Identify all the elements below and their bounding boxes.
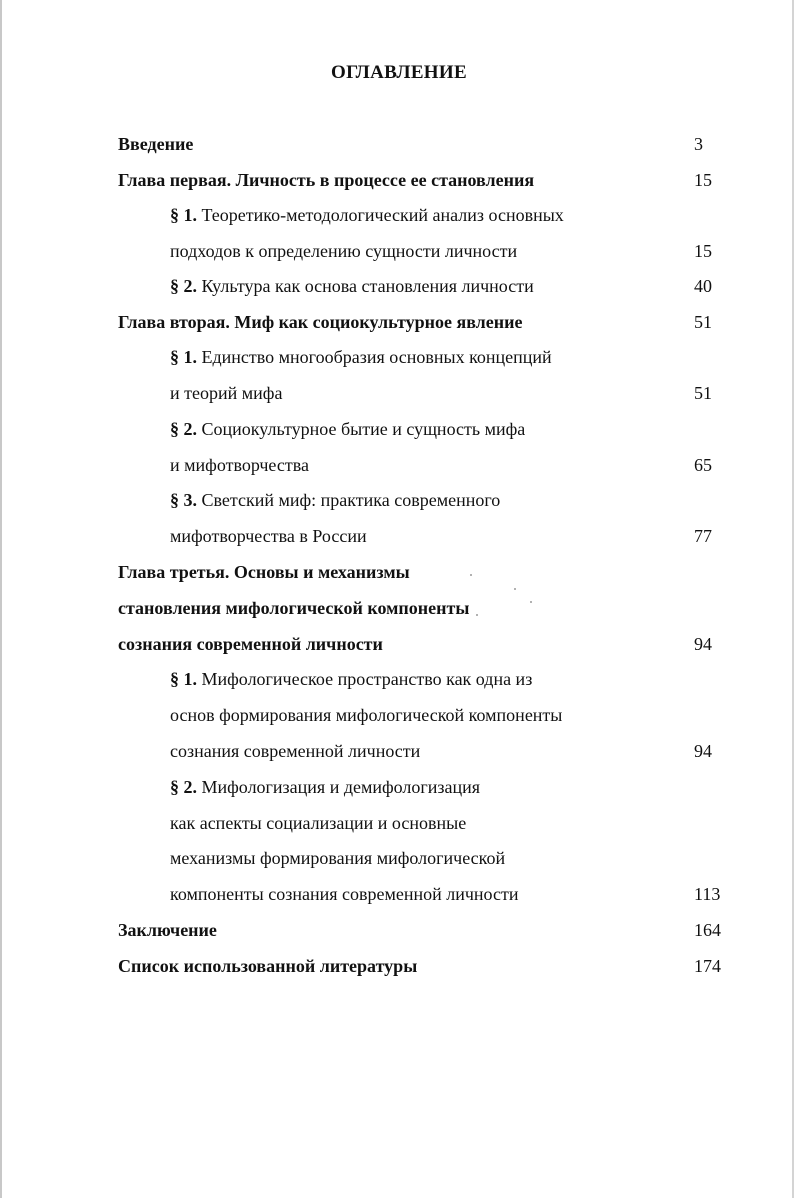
section-title-line: Единство многообразия основных концепций [201, 347, 552, 367]
section-number: § 1. [170, 205, 197, 225]
toc-entry-chapter-3-cont: сознания современной личности [118, 634, 383, 654]
section-number: § 2. [170, 777, 197, 797]
section-number: § 2. [170, 419, 197, 439]
toc-page-ch1-sec2: 40 [694, 276, 712, 296]
toc-entry-ch3-sec1[interactable] [170, 668, 532, 690]
toc-entry-ch3-sec2-cont: как аспекты социализации и основные [170, 813, 467, 833]
scan-speck [530, 601, 532, 603]
toc-entry-ch2-sec1[interactable] [170, 346, 552, 368]
toc-entry-chapter-1[interactable]: Глава первая. Личность в процессе ее становления [118, 170, 535, 190]
toc-entry-bibliography[interactable]: Список использованной литературы [118, 956, 418, 976]
toc-page-ch1-sec1: 15 [694, 241, 712, 261]
toc-entry-chapter-2[interactable]: Глава вторая. Миф как социокультурное явление [118, 312, 523, 332]
scan-speck [514, 588, 516, 590]
toc-entry-ch3-sec1-cont: сознания современной личности [170, 741, 421, 761]
section-number: § 2. [170, 276, 197, 296]
toc-entry-ch3-sec2-cont: механизмы формирования мифологической [170, 848, 506, 868]
toc-entry-ch2-sec3-cont: мифотворчества в России [170, 526, 367, 546]
section-title-line: Теоретико-методологический анализ основных [201, 205, 564, 225]
toc-entry-ch1-sec1-cont: подходов к определению сущности личности [170, 241, 518, 261]
toc-entry-intro[interactable]: Введение [118, 134, 194, 154]
toc-entry-ch2-sec3[interactable] [170, 489, 500, 511]
scan-speck [470, 574, 472, 576]
scan-speck [476, 614, 478, 616]
toc-page-intro: 3 [694, 134, 703, 154]
toc-entry-ch2-sec1-cont: и теорий мифа [170, 383, 283, 403]
section-number: § 1. [170, 669, 197, 689]
section-title-line: Мифологическое пространство как одна из [201, 669, 533, 689]
toc-page-ch2-sec3: 77 [694, 526, 712, 546]
section-title-line: Мифологизация и демифологизация [201, 777, 481, 797]
toc-page-chapter-3: 94 [694, 634, 712, 654]
toc-entry-ch3-sec2[interactable] [170, 776, 480, 798]
section-number: § 3. [170, 490, 197, 510]
section-title-line: Социокультурное бытие и сущность мифа [201, 419, 526, 439]
toc-entry-ch3-sec1-cont: основ формирования мифологической компоненты [170, 705, 563, 725]
toc-entry-chapter-3[interactable]: Глава третья. Основы и механизмы [118, 562, 410, 582]
toc-page-ch2-sec2: 65 [694, 455, 712, 475]
toc-entry-ch2-sec2-cont: и мифотворчества [170, 455, 309, 475]
section-title-line: Культура как основа становления личности [201, 276, 534, 296]
toc-page-chapter-2: 51 [694, 312, 712, 332]
toc-page-chapter-1: 15 [694, 170, 712, 190]
toc-page-ch3-sec2: 113 [694, 884, 721, 904]
toc-page-bibliography: 174 [694, 956, 721, 976]
toc-entry-ch1-sec2[interactable] [170, 275, 534, 297]
toc-entry-chapter-3-cont: становления мифологической компоненты [118, 598, 470, 618]
section-number: § 1. [170, 347, 197, 367]
page-title: ОГЛАВЛЕНИЕ [331, 62, 467, 83]
toc-entry-ch3-sec2-cont: компоненты сознания современной личности [170, 884, 519, 904]
toc-page-conclusion: 164 [694, 920, 721, 940]
toc-entry-ch2-sec2[interactable] [170, 418, 525, 440]
toc-entry-conclusion[interactable]: Заключение [118, 920, 217, 940]
section-title-line: Светский миф: практика современного [201, 490, 501, 510]
toc-entry-ch1-sec1[interactable] [170, 204, 564, 226]
toc-page-ch3-sec1: 94 [694, 741, 712, 761]
toc-page-ch2-sec1: 51 [694, 383, 712, 403]
